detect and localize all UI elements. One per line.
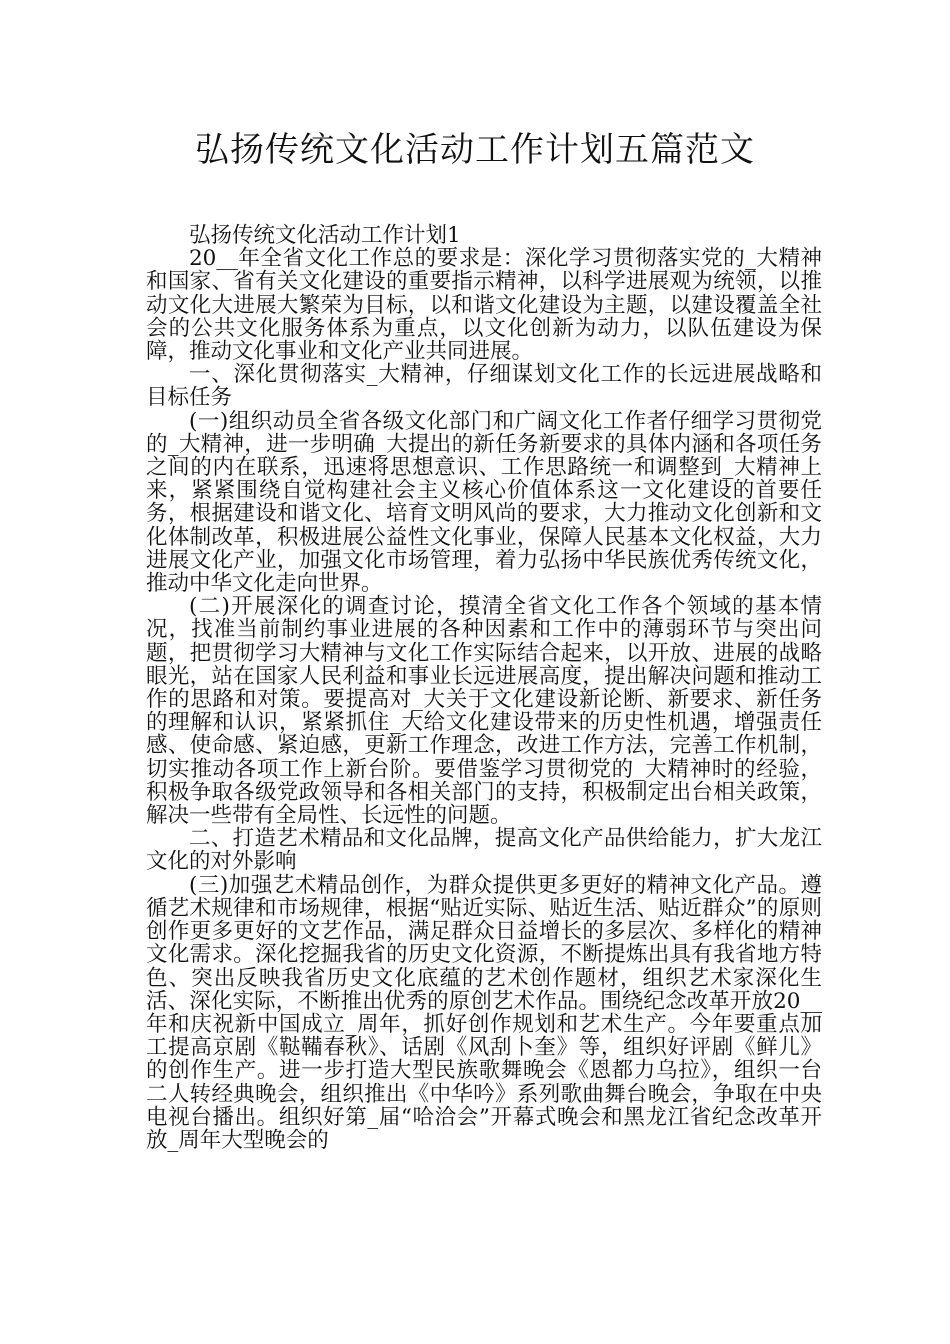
document-title: 弘扬传统文化活动工作计划五篇范文 [195, 130, 755, 170]
section-heading: 弘扬传统文化活动工作计划1 [189, 223, 461, 248]
paragraph: (一)组织动员全省各级文化部门和广阔文化工作者仔细学习贯彻党的_大精神，进一步明确_大提出的新任务新要求的具体内涵和各项任务之间的内在联系，迅速将思想意识、工作思路统一和调整到_大精神上来，紧紧围绕自觉构建社会主义核心价值体系这一文化建设的首要任务，根据建设和谐文化、培育文明风尚的要求，大力推动文化创新和文化体制改革，积极进展公益性文化事业，保障人民基本文化权益，大力进展文化产业，加强文化市场管理，着力弘扬中华民族优秀传统文化，推动中华文化走向世界。 [146, 408, 822, 597]
document-body [146, 224, 822, 1152]
paragraph: 20__年全省文化工作总的要求是：深化学习贯彻落实党的_大精神和国家、省有关文化建设的重要指示精神，以科学进展观为统领，以推动文化大进展大繁荣为目标，以和谐文化建设为主题，以建设覆盖全社会的公共文化服务体系为重点，以文化创新为动力，以队伍建设为保障，推动文化事业和文化产业共同进展。 [146, 246, 822, 365]
paragraph: (二)开展深化的调查讨论，摸清全省文化工作各个领域的基本情况，找准当前制约事业进展的各种因素和工作中的薄弱环节与突出问题，把贯彻学习大精神与文化工作实际结合起来，以开放、进展的战略眼光，站在国家人民利益和事业长远进展高度，提出解决问题和推动工作的思路和对策。要提高对_大关于文化建设新论断、新要求、新任务的理解和认识，紧紧抓住_大给文化建设带来的历史性机遇，增强责任感、使命感、紧迫感，更新工作理念，改进工作方法，完善工作机制，切实推动各项工作上新台阶。要借鉴学习贯彻党的_大精神时的经验，积极争取各级党政领导和各相关部门的支持，积极制定出台相关政策，解决一些带有全局性、长远性的问题。 [146, 594, 822, 829]
section-heading: 二、打造艺术精品和文化品牌，提高文化产品供给能力，扩大龙江文化的对外影响 [146, 826, 822, 875]
paragraph: (三)加强艺术精品创作，为群众提供更多更好的精神文化产品。遵循艺术规律和市场规律，根据“贴近实际、贴近生活、贴近群众”的原则创作更多更好的文艺作品，满足群众日益增长的多层次、多样化的精神文化需求。深化挖掘我省的历史文化资源，不断提炼出具有我省地方特色、突出反映我省历史文化底蕴的艺术创作题材，组织艺术家深化生活、深化实际，不断推出优秀的原创艺术作品。围绕纪念改革开放20__年和庆祝新中国成立_周年，抓好创作规划和艺术生产。今年要重点加工提高京剧《鞑鞴春秋》、话剧《风刮卜奎》等，组织好评剧《鲜儿》的创作生产。进一步打造大型民族歌舞晚会《恩都力乌拉》，组织一台二人转经典晚会，组织推出《中华吟》系列歌曲舞台晚会，争取在中央电视台播出。组织好第_届“哈洽会”开幕式晚会和黑龙江省纪念改革开放_周年大型晚会的 [146, 872, 822, 1153]
section-heading: 一、深化贯彻落实_大精神，仔细谋划文化工作的长远进展战略和目标任务 [146, 362, 822, 411]
